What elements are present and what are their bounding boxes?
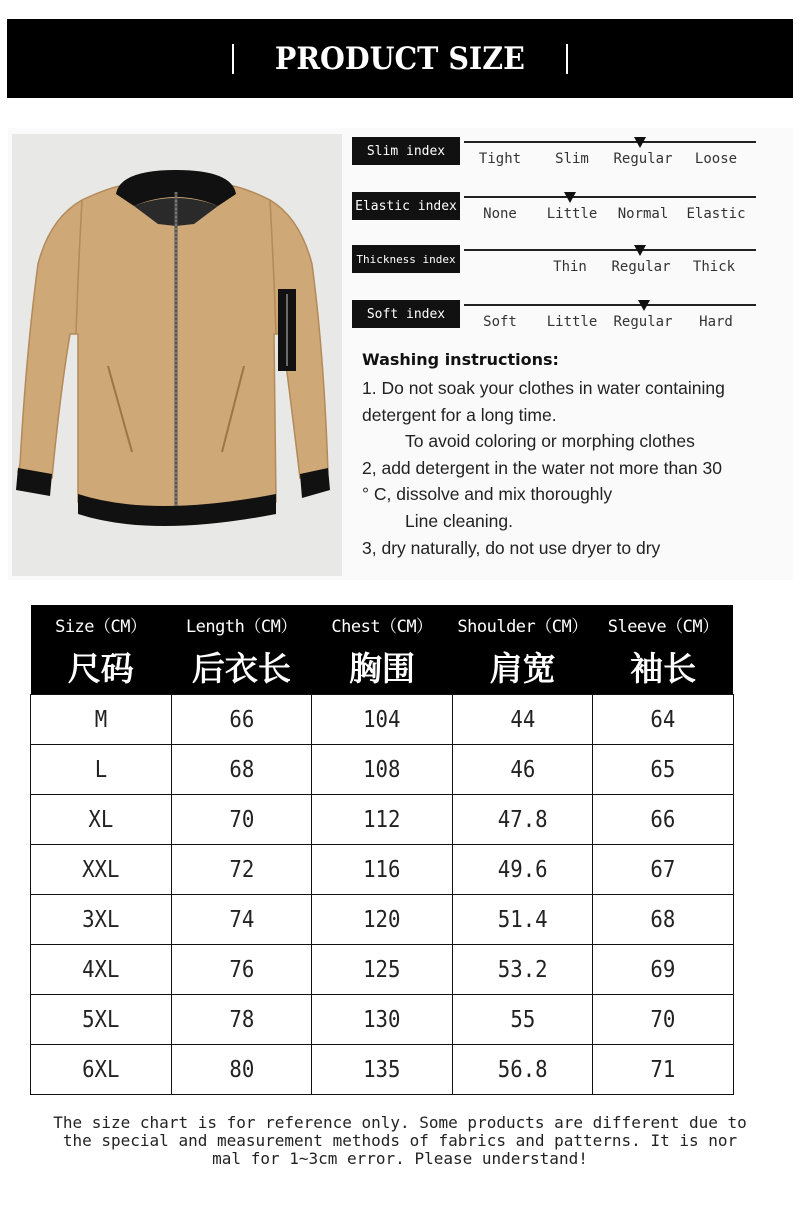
soft-option-regular: Regular bbox=[613, 314, 673, 330]
soft-index-row bbox=[352, 300, 762, 340]
header-chest-en: Chest（CM） bbox=[331, 617, 433, 637]
thickness-option-thick: Thick bbox=[692, 259, 736, 275]
soft-option-soft: Soft bbox=[483, 314, 517, 330]
cell-shoulder: 47.8 bbox=[452, 795, 593, 845]
soft-index-label: Soft index bbox=[352, 300, 460, 328]
cell-length: 66 bbox=[171, 695, 312, 745]
header-chest bbox=[312, 605, 453, 695]
slim-option-loose: Loose bbox=[694, 151, 738, 167]
cell-size: 6XL bbox=[31, 1045, 172, 1095]
cell-chest: 108 bbox=[312, 745, 453, 795]
thickness-index-scale bbox=[464, 249, 756, 251]
cell-shoulder: 53.2 bbox=[452, 945, 593, 995]
cell-length: 80 bbox=[171, 1045, 312, 1095]
size-disclaimer bbox=[10, 1114, 790, 1168]
table-row bbox=[31, 945, 734, 995]
washing-line-2: detergent for a long time. bbox=[362, 404, 557, 425]
cell-length: 74 bbox=[171, 895, 312, 945]
cell-size: XXL bbox=[31, 845, 172, 895]
table-row bbox=[31, 845, 734, 895]
page-title: PRODUCT SIZE bbox=[275, 40, 525, 77]
cell-length: 72 bbox=[171, 845, 312, 895]
cell-length: 68 bbox=[171, 745, 312, 795]
cell-shoulder: 46 bbox=[452, 745, 593, 795]
elastic-option-none: None bbox=[483, 206, 517, 222]
header-length bbox=[171, 605, 312, 695]
slim-index-marker bbox=[634, 137, 646, 148]
header-sleeve bbox=[593, 605, 734, 695]
cell-sleeve: 69 bbox=[593, 945, 734, 995]
cell-sleeve: 64 bbox=[593, 695, 734, 745]
thickness-index-marker bbox=[634, 245, 646, 256]
cell-shoulder: 55 bbox=[452, 995, 593, 1045]
header-size bbox=[31, 605, 172, 695]
slim-index-label: Slim index bbox=[352, 137, 460, 165]
header-chest-cn: 胸围 bbox=[348, 649, 415, 688]
table-row bbox=[31, 745, 734, 795]
cell-sleeve: 71 bbox=[593, 1045, 734, 1095]
disclaimer-line-1: The size chart is for reference only. Some products are different due to bbox=[53, 1113, 747, 1132]
cell-chest: 116 bbox=[312, 845, 453, 895]
cell-size: 3XL bbox=[31, 895, 172, 945]
cell-chest: 120 bbox=[312, 895, 453, 945]
elastic-option-elastic: Elastic bbox=[686, 206, 746, 222]
cell-sleeve: 67 bbox=[593, 845, 734, 895]
soft-option-little: Little bbox=[546, 314, 598, 330]
product-photo bbox=[12, 134, 342, 576]
cell-size: 5XL bbox=[31, 995, 172, 1045]
cell-size: L bbox=[31, 745, 172, 795]
washing-line-5: ° C, dissolve and mix thoroughly bbox=[362, 484, 613, 505]
soft-index-scale bbox=[464, 304, 756, 306]
washing-line-7: 3, dry naturally, do not use dryer to dry bbox=[362, 537, 661, 558]
slim-index-row bbox=[352, 137, 762, 177]
thickness-option-regular: Regular bbox=[611, 259, 671, 275]
table-row bbox=[31, 995, 734, 1045]
cell-sleeve: 65 bbox=[593, 745, 734, 795]
header-shoulder-en: Shoulder（CM） bbox=[457, 617, 588, 637]
table-row bbox=[31, 895, 734, 945]
cell-shoulder: 49.6 bbox=[452, 845, 593, 895]
cell-length: 70 bbox=[171, 795, 312, 845]
table-row bbox=[31, 695, 734, 745]
table-row bbox=[31, 1045, 734, 1095]
header-size-cn: 尺码 bbox=[67, 649, 134, 688]
header-divider-left bbox=[232, 44, 234, 74]
washing-title: Washing instructions: bbox=[362, 350, 559, 369]
cell-shoulder: 44 bbox=[452, 695, 593, 745]
header-banner bbox=[7, 19, 793, 98]
header-length-en: Length（CM） bbox=[185, 617, 297, 637]
header-size-en: Size（CM） bbox=[55, 617, 147, 637]
cell-chest: 130 bbox=[312, 995, 453, 1045]
elastic-index-scale bbox=[464, 196, 756, 198]
washing-line-6: Line cleaning. bbox=[405, 510, 513, 531]
cell-sleeve: 66 bbox=[593, 795, 734, 845]
size-table bbox=[30, 605, 734, 1095]
soft-index-marker bbox=[638, 300, 650, 311]
header-divider-right bbox=[566, 44, 568, 74]
size-table-header bbox=[31, 605, 734, 695]
elastic-option-little: Little bbox=[546, 206, 598, 222]
disclaimer-line-3: mal for 1~3cm error. Please understand! bbox=[212, 1149, 588, 1168]
header-sleeve-cn: 袖长 bbox=[630, 649, 697, 688]
cell-chest: 125 bbox=[312, 945, 453, 995]
washing-instructions bbox=[362, 350, 782, 561]
cell-size: 4XL bbox=[31, 945, 172, 995]
slim-option-regular: Regular bbox=[613, 151, 673, 167]
washing-line-1: 1. Do not soak your clothes in water containing bbox=[362, 378, 725, 398]
cell-chest: 104 bbox=[312, 695, 453, 745]
header-shoulder bbox=[452, 605, 593, 695]
slim-index-scale bbox=[464, 141, 756, 143]
soft-option-hard: Hard bbox=[699, 314, 733, 330]
cell-chest: 112 bbox=[312, 795, 453, 845]
thickness-option-thin: Thin bbox=[553, 259, 587, 275]
elastic-option-normal: Normal bbox=[617, 206, 669, 222]
cell-chest: 135 bbox=[312, 1045, 453, 1095]
table-row bbox=[31, 795, 734, 845]
header-length-cn: 后衣长 bbox=[191, 649, 291, 688]
jacket-illustration bbox=[12, 134, 342, 576]
thickness-index-label: Thickness index bbox=[352, 245, 460, 273]
cell-sleeve: 68 bbox=[593, 895, 734, 945]
cell-length: 76 bbox=[171, 945, 312, 995]
elastic-index-marker bbox=[564, 192, 576, 203]
header-sleeve-en: Sleeve（CM） bbox=[607, 617, 719, 637]
elastic-index-label: Elastic index bbox=[352, 192, 460, 220]
cell-shoulder: 51.4 bbox=[452, 895, 593, 945]
washing-line-3: To avoid coloring or morphing clothes bbox=[405, 431, 695, 452]
header-shoulder-cn: 肩宽 bbox=[489, 649, 556, 688]
cell-shoulder: 56.8 bbox=[452, 1045, 593, 1095]
elastic-index-row bbox=[352, 192, 762, 232]
cell-sleeve: 70 bbox=[593, 995, 734, 1045]
cell-length: 78 bbox=[171, 995, 312, 1045]
cell-size: XL bbox=[31, 795, 172, 845]
slim-option-tight: Tight bbox=[478, 151, 522, 167]
thickness-index-row bbox=[352, 245, 762, 285]
cell-size: M bbox=[31, 695, 172, 745]
disclaimer-line-2: the special and measurement methods of fabrics and patterns. It is nor bbox=[62, 1131, 738, 1150]
washing-line-4: 2, add detergent in the water not more than 30 bbox=[362, 457, 722, 478]
slim-option-slim: Slim bbox=[555, 151, 589, 167]
